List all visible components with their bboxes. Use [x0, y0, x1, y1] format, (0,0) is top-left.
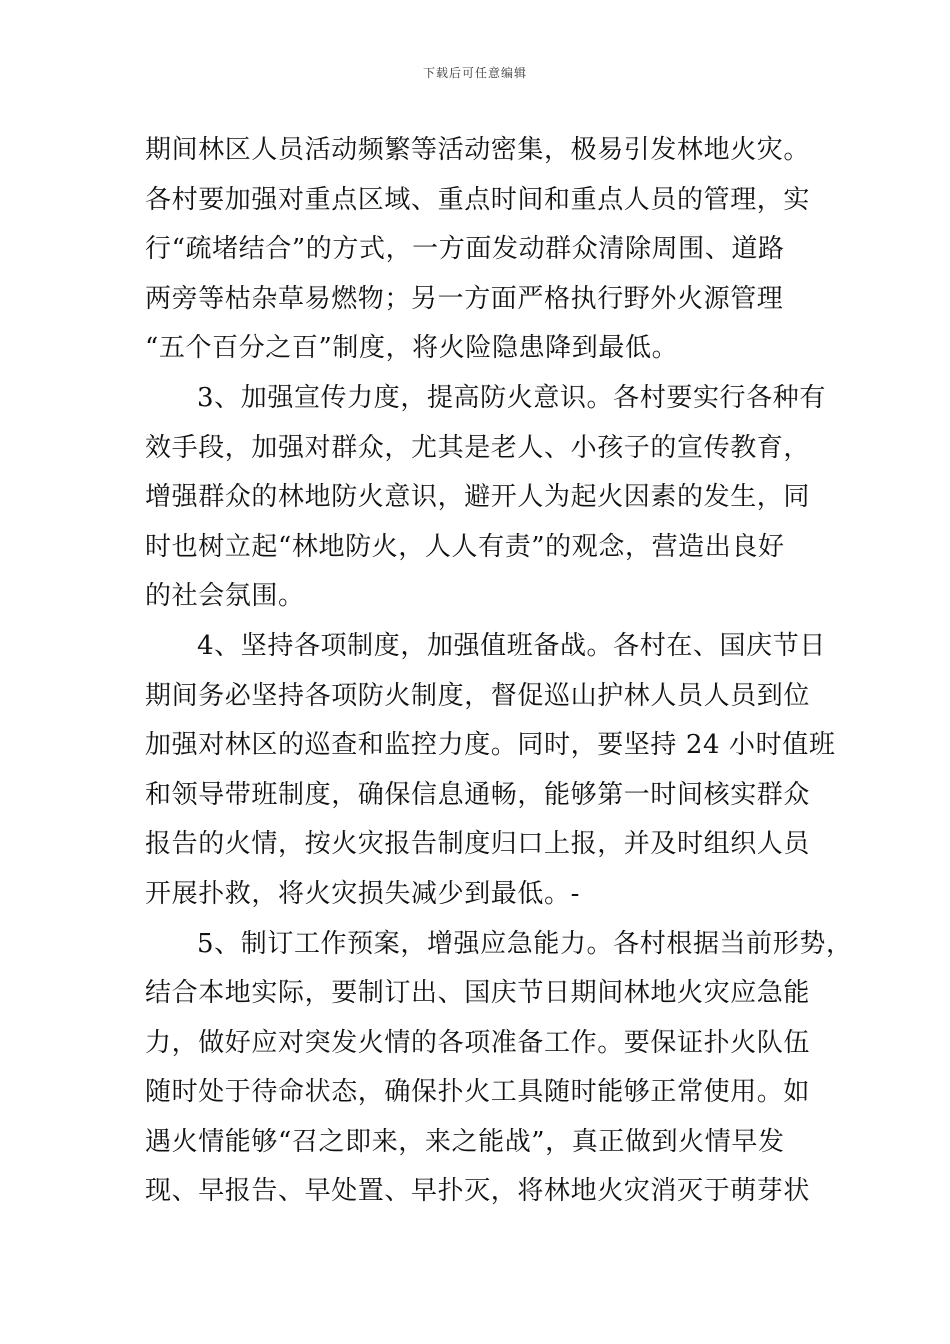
text-line: 力，做好应对突发火情的各项准备工作。要保证扑火队伍 [145, 1027, 811, 1058]
text-line: 遇火情能够“召之即来，来之能战”，真正做到火情早发 [145, 1126, 785, 1157]
text-line: 和领导带班制度，确保信息通畅，能够第一时间核实群众 [145, 779, 811, 810]
text-line: 结合本地实际，要制订出、国庆节日期间林地火灾应急能 [145, 978, 811, 1009]
paragraph-3-start: 3、加强宣传力度，提高防火意识。各村要实行各种有 [197, 382, 826, 413]
paragraph-4-start: 4、坚持各项制度，加强值班备战。各村在、国庆节日 [197, 630, 826, 661]
text-line: “五个百分之百”制度，将火险隐患降到最低。 [145, 333, 679, 364]
text-line: 开展扑救，将火灾损失减少到最低。- [145, 878, 580, 909]
text-line: 报告的火情，按火灾报告制度归口上报，并及时组织人员 [145, 829, 811, 860]
text-line: 各村要加强对重点区域、重点时间和重点人员的管理，实 [145, 184, 811, 215]
text-line: 期间林区人员活动频繁等活动密集，极易引发林地火灾。 [145, 135, 811, 165]
text-line: 时也树立起“林地防火，人人有责”的观念，营造出良好 [145, 531, 785, 562]
page-header: 下载后可任意编辑 [422, 66, 527, 80]
text-line: 效手段，加强对群众，尤其是老人、小孩子的宣传教育， [145, 432, 811, 463]
text-line: 期间务必坚持各项防火制度，督促巡山护林人员人员到位 [145, 680, 811, 711]
text-line: 加强对林区的巡查和监控力度。同时，要坚持 24 小时值班 [145, 730, 836, 761]
text-line: 随时处于待命状态，确保扑火工具随时能够正常使用。如 [145, 1077, 811, 1108]
paragraph-5-start: 5、制订工作预案，增强应急能力。各村根据当前形势， [197, 928, 853, 959]
text-line: 两旁等枯杂草易燃物；另一方面严格执行野外火源管理 [145, 283, 784, 314]
text-line: 行“疏堵结合”的方式，一方面发动群众清除周围、道路 [145, 234, 785, 265]
text-line: 现、早报告、早处置、早扑灭，将林地火灾消灭于萌芽状 [145, 1176, 811, 1207]
document-body [145, 126, 853, 1217]
text-line: 的社会氛围。 [145, 581, 305, 612]
text-line: 增强群众的林地防火意识，避开人为起火因素的发生，同 [145, 482, 811, 513]
